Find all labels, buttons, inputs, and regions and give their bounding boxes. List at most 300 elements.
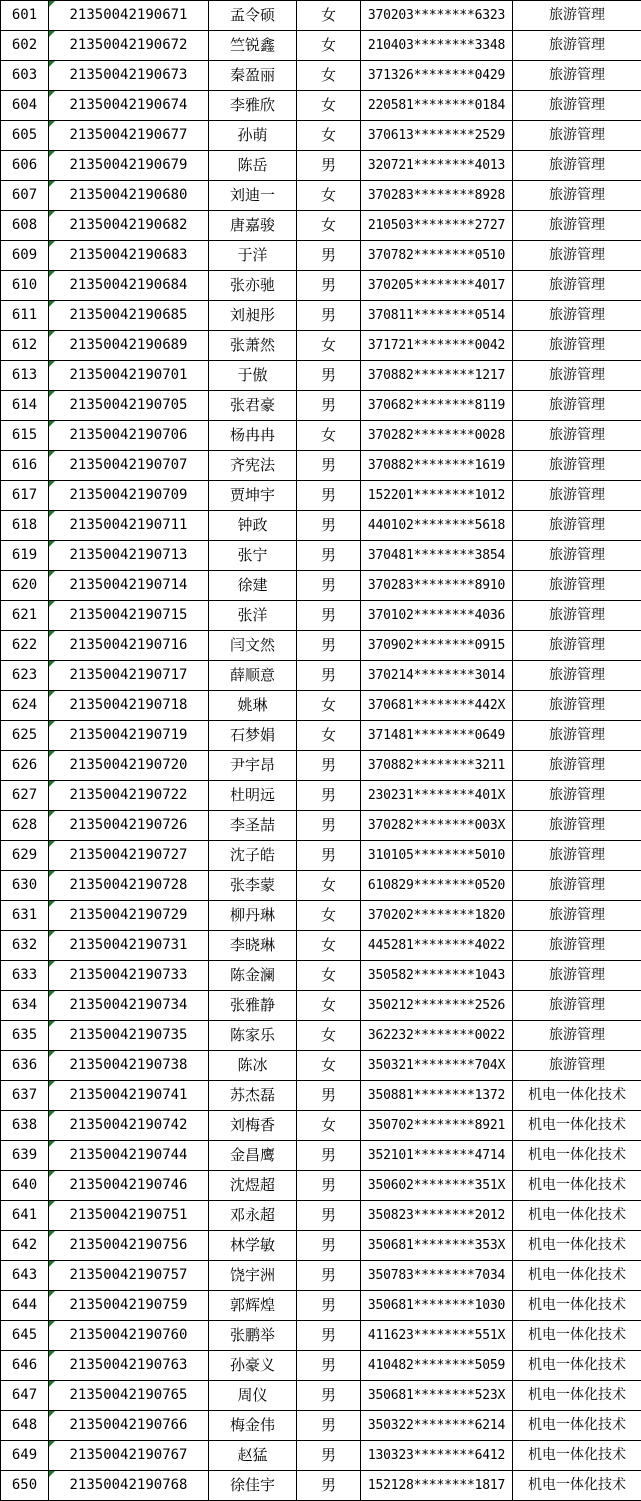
major-cell: 旅游管理 bbox=[513, 121, 641, 151]
student-name-cell: 孟令硕 bbox=[209, 1, 297, 31]
major-cell: 旅游管理 bbox=[513, 451, 641, 481]
student-id-cell: 21350042190756 bbox=[49, 1231, 209, 1261]
gender-cell: 男 bbox=[297, 1321, 361, 1351]
table-row bbox=[1, 211, 641, 241]
gender-cell: 男 bbox=[297, 631, 361, 661]
id-number-cell: 350783********7034 bbox=[361, 1261, 513, 1291]
gender-cell: 女 bbox=[297, 61, 361, 91]
table-row bbox=[1, 901, 641, 931]
id-number-cell: 350702********8921 bbox=[361, 1111, 513, 1141]
table-row bbox=[1, 691, 641, 721]
table-row bbox=[1, 1171, 641, 1201]
id-number-cell: 370202********1820 bbox=[361, 901, 513, 931]
student-name-cell: 苏杰磊 bbox=[209, 1081, 297, 1111]
id-number-cell: 370681********442X bbox=[361, 691, 513, 721]
major-cell: 旅游管理 bbox=[513, 271, 641, 301]
student-id-cell: 21350042190727 bbox=[49, 841, 209, 871]
id-number-cell: 362232********0022 bbox=[361, 1021, 513, 1051]
id-number-cell: 350823********2012 bbox=[361, 1201, 513, 1231]
major-cell: 机电一体化技术 bbox=[513, 1081, 641, 1111]
student-name-cell: 于洋 bbox=[209, 241, 297, 271]
student-name-cell: 于傲 bbox=[209, 361, 297, 391]
row-number-cell: 609 bbox=[1, 241, 49, 271]
row-number-cell: 644 bbox=[1, 1291, 49, 1321]
major-cell: 机电一体化技术 bbox=[513, 1231, 641, 1261]
gender-cell: 男 bbox=[297, 391, 361, 421]
id-number-cell: 350582********1043 bbox=[361, 961, 513, 991]
id-number-cell: 370481********3854 bbox=[361, 541, 513, 571]
table-row bbox=[1, 1111, 641, 1141]
id-number-cell: 350321********704X bbox=[361, 1051, 513, 1081]
id-number-cell: 370283********8928 bbox=[361, 181, 513, 211]
row-number-cell: 620 bbox=[1, 571, 49, 601]
student-name-cell: 李雅欣 bbox=[209, 91, 297, 121]
id-number-cell: 130323********6412 bbox=[361, 1441, 513, 1471]
row-number-cell: 615 bbox=[1, 421, 49, 451]
student-id-cell: 21350042190705 bbox=[49, 391, 209, 421]
row-number-cell: 650 bbox=[1, 1471, 49, 1501]
id-number-cell: 370214********3014 bbox=[361, 661, 513, 691]
student-name-cell: 周仪 bbox=[209, 1381, 297, 1411]
table-row bbox=[1, 1471, 641, 1501]
id-number-cell: 411623********551X bbox=[361, 1321, 513, 1351]
gender-cell: 男 bbox=[297, 751, 361, 781]
gender-cell: 女 bbox=[297, 331, 361, 361]
major-cell: 旅游管理 bbox=[513, 931, 641, 961]
table-row bbox=[1, 931, 641, 961]
row-number-cell: 636 bbox=[1, 1051, 49, 1081]
table-row bbox=[1, 1261, 641, 1291]
table-row bbox=[1, 151, 641, 181]
row-number-cell: 605 bbox=[1, 121, 49, 151]
id-number-cell: 350881********1372 bbox=[361, 1081, 513, 1111]
id-number-cell: 350602********351X bbox=[361, 1171, 513, 1201]
table-row bbox=[1, 451, 641, 481]
row-number-cell: 649 bbox=[1, 1441, 49, 1471]
row-number-cell: 635 bbox=[1, 1021, 49, 1051]
student-id-cell: 21350042190711 bbox=[49, 511, 209, 541]
table-row bbox=[1, 721, 641, 751]
student-id-cell: 21350042190722 bbox=[49, 781, 209, 811]
row-number-cell: 601 bbox=[1, 1, 49, 31]
table-row bbox=[1, 121, 641, 151]
id-number-cell: 440102********5618 bbox=[361, 511, 513, 541]
student-id-cell: 21350042190720 bbox=[49, 751, 209, 781]
row-number-cell: 619 bbox=[1, 541, 49, 571]
id-number-cell: 350681********523X bbox=[361, 1381, 513, 1411]
student-id-cell: 21350042190768 bbox=[49, 1471, 209, 1501]
table-row bbox=[1, 781, 641, 811]
student-id-cell: 21350042190718 bbox=[49, 691, 209, 721]
gender-cell: 女 bbox=[297, 1111, 361, 1141]
student-id-cell: 21350042190689 bbox=[49, 331, 209, 361]
student-id-cell: 21350042190684 bbox=[49, 271, 209, 301]
table-row bbox=[1, 961, 641, 991]
student-name-cell: 张雅静 bbox=[209, 991, 297, 1021]
major-cell: 旅游管理 bbox=[513, 601, 641, 631]
student-id-cell: 21350042190685 bbox=[49, 301, 209, 331]
table-row bbox=[1, 181, 641, 211]
major-cell: 旅游管理 bbox=[513, 1021, 641, 1051]
row-number-cell: 612 bbox=[1, 331, 49, 361]
row-number-cell: 610 bbox=[1, 271, 49, 301]
major-cell: 机电一体化技术 bbox=[513, 1471, 641, 1501]
student-id-cell: 21350042190729 bbox=[49, 901, 209, 931]
student-name-cell: 杜明远 bbox=[209, 781, 297, 811]
id-number-cell: 152201********1012 bbox=[361, 481, 513, 511]
student-name-cell: 梅金伟 bbox=[209, 1411, 297, 1441]
table-row bbox=[1, 1081, 641, 1111]
gender-cell: 女 bbox=[297, 931, 361, 961]
student-id-cell: 21350042190738 bbox=[49, 1051, 209, 1081]
table-row bbox=[1, 1, 641, 31]
major-cell: 机电一体化技术 bbox=[513, 1141, 641, 1171]
gender-cell: 男 bbox=[297, 451, 361, 481]
major-cell: 旅游管理 bbox=[513, 301, 641, 331]
student-id-cell: 21350042190731 bbox=[49, 931, 209, 961]
student-name-cell: 刘昶彤 bbox=[209, 301, 297, 331]
gender-cell: 男 bbox=[297, 1171, 361, 1201]
gender-cell: 男 bbox=[297, 541, 361, 571]
row-number-cell: 633 bbox=[1, 961, 49, 991]
major-cell: 旅游管理 bbox=[513, 901, 641, 931]
id-number-cell: 370283********8910 bbox=[361, 571, 513, 601]
student-name-cell: 唐嘉骏 bbox=[209, 211, 297, 241]
table-row bbox=[1, 421, 641, 451]
student-name-cell: 陈金澜 bbox=[209, 961, 297, 991]
major-cell: 旅游管理 bbox=[513, 511, 641, 541]
student-id-cell: 21350042190713 bbox=[49, 541, 209, 571]
row-number-cell: 608 bbox=[1, 211, 49, 241]
row-number-cell: 613 bbox=[1, 361, 49, 391]
major-cell: 旅游管理 bbox=[513, 481, 641, 511]
major-cell: 旅游管理 bbox=[513, 331, 641, 361]
student-name-cell: 赵猛 bbox=[209, 1441, 297, 1471]
student-id-cell: 21350042190734 bbox=[49, 991, 209, 1021]
id-number-cell: 370782********0510 bbox=[361, 241, 513, 271]
student-id-cell: 21350042190760 bbox=[49, 1321, 209, 1351]
id-number-cell: 310105********5010 bbox=[361, 841, 513, 871]
row-number-cell: 648 bbox=[1, 1411, 49, 1441]
id-number-cell: 220581********0184 bbox=[361, 91, 513, 121]
major-cell: 旅游管理 bbox=[513, 241, 641, 271]
row-number-cell: 603 bbox=[1, 61, 49, 91]
row-number-cell: 607 bbox=[1, 181, 49, 211]
id-number-cell: 370682********8119 bbox=[361, 391, 513, 421]
gender-cell: 男 bbox=[297, 1141, 361, 1171]
gender-cell: 女 bbox=[297, 1, 361, 31]
major-cell: 旅游管理 bbox=[513, 571, 641, 601]
gender-cell: 男 bbox=[297, 241, 361, 271]
table-row bbox=[1, 751, 641, 781]
student-id-cell: 21350042190719 bbox=[49, 721, 209, 751]
row-number-cell: 638 bbox=[1, 1111, 49, 1141]
student-name-cell: 闫文然 bbox=[209, 631, 297, 661]
table-row bbox=[1, 1321, 641, 1351]
id-number-cell: 370811********0514 bbox=[361, 301, 513, 331]
gender-cell: 女 bbox=[297, 181, 361, 211]
major-cell: 旅游管理 bbox=[513, 181, 641, 211]
major-cell: 旅游管理 bbox=[513, 991, 641, 1021]
major-cell: 旅游管理 bbox=[513, 541, 641, 571]
row-number-cell: 618 bbox=[1, 511, 49, 541]
gender-cell: 女 bbox=[297, 871, 361, 901]
student-name-cell: 尹宇昂 bbox=[209, 751, 297, 781]
id-number-cell: 370902********0915 bbox=[361, 631, 513, 661]
student-name-cell: 李晓琳 bbox=[209, 931, 297, 961]
id-number-cell: 350681********1030 bbox=[361, 1291, 513, 1321]
id-number-cell: 370205********4017 bbox=[361, 271, 513, 301]
gender-cell: 女 bbox=[297, 901, 361, 931]
student-id-cell: 21350042190717 bbox=[49, 661, 209, 691]
row-number-cell: 645 bbox=[1, 1321, 49, 1351]
table-row bbox=[1, 541, 641, 571]
row-number-cell: 604 bbox=[1, 91, 49, 121]
major-cell: 旅游管理 bbox=[513, 961, 641, 991]
major-cell: 旅游管理 bbox=[513, 31, 641, 61]
student-id-cell: 21350042190751 bbox=[49, 1201, 209, 1231]
student-id-cell: 21350042190746 bbox=[49, 1171, 209, 1201]
id-number-cell: 370203********6323 bbox=[361, 1, 513, 31]
gender-cell: 女 bbox=[297, 421, 361, 451]
table-row bbox=[1, 1141, 641, 1171]
student-name-cell: 徐建 bbox=[209, 571, 297, 601]
table-body bbox=[1, 1, 641, 1501]
student-id-cell: 21350042190715 bbox=[49, 601, 209, 631]
student-id-cell: 21350042190673 bbox=[49, 61, 209, 91]
student-name-cell: 李圣喆 bbox=[209, 811, 297, 841]
student-name-cell: 张君豪 bbox=[209, 391, 297, 421]
table-row bbox=[1, 61, 641, 91]
gender-cell: 男 bbox=[297, 661, 361, 691]
major-cell: 旅游管理 bbox=[513, 1, 641, 31]
table-row bbox=[1, 361, 641, 391]
major-cell: 旅游管理 bbox=[513, 721, 641, 751]
table-row bbox=[1, 331, 641, 361]
gender-cell: 女 bbox=[297, 121, 361, 151]
table-row bbox=[1, 1201, 641, 1231]
table-row bbox=[1, 601, 641, 631]
student-name-cell: 刘梅香 bbox=[209, 1111, 297, 1141]
row-number-cell: 639 bbox=[1, 1141, 49, 1171]
row-number-cell: 606 bbox=[1, 151, 49, 181]
id-number-cell: 350212********2526 bbox=[361, 991, 513, 1021]
student-name-cell: 张李蒙 bbox=[209, 871, 297, 901]
gender-cell: 男 bbox=[297, 781, 361, 811]
major-cell: 机电一体化技术 bbox=[513, 1261, 641, 1291]
student-name-cell: 沈子皓 bbox=[209, 841, 297, 871]
id-number-cell: 371326********0429 bbox=[361, 61, 513, 91]
row-number-cell: 611 bbox=[1, 301, 49, 331]
major-cell: 旅游管理 bbox=[513, 841, 641, 871]
student-id-cell: 21350042190672 bbox=[49, 31, 209, 61]
student-id-cell: 21350042190680 bbox=[49, 181, 209, 211]
student-id-cell: 21350042190765 bbox=[49, 1381, 209, 1411]
row-number-cell: 641 bbox=[1, 1201, 49, 1231]
student-id-cell: 21350042190763 bbox=[49, 1351, 209, 1381]
student-id-cell: 21350042190716 bbox=[49, 631, 209, 661]
major-cell: 旅游管理 bbox=[513, 421, 641, 451]
id-number-cell: 371481********0649 bbox=[361, 721, 513, 751]
table-row bbox=[1, 241, 641, 271]
row-number-cell: 621 bbox=[1, 601, 49, 631]
gender-cell: 男 bbox=[297, 481, 361, 511]
student-id-cell: 21350042190744 bbox=[49, 1141, 209, 1171]
student-id-cell: 21350042190701 bbox=[49, 361, 209, 391]
student-name-cell: 竺锐鑫 bbox=[209, 31, 297, 61]
student-id-cell: 21350042190735 bbox=[49, 1021, 209, 1051]
row-number-cell: 622 bbox=[1, 631, 49, 661]
student-name-cell: 姚琳 bbox=[209, 691, 297, 721]
major-cell: 旅游管理 bbox=[513, 661, 641, 691]
row-number-cell: 616 bbox=[1, 451, 49, 481]
major-cell: 旅游管理 bbox=[513, 751, 641, 781]
table-row bbox=[1, 1051, 641, 1081]
student-id-cell: 21350042190714 bbox=[49, 571, 209, 601]
student-id-cell: 21350042190674 bbox=[49, 91, 209, 121]
table-row bbox=[1, 1381, 641, 1411]
gender-cell: 男 bbox=[297, 1471, 361, 1501]
major-cell: 机电一体化技术 bbox=[513, 1411, 641, 1441]
row-number-cell: 640 bbox=[1, 1171, 49, 1201]
major-cell: 旅游管理 bbox=[513, 1051, 641, 1081]
gender-cell: 女 bbox=[297, 91, 361, 121]
major-cell: 旅游管理 bbox=[513, 211, 641, 241]
student-name-cell: 陈岳 bbox=[209, 151, 297, 181]
table-row bbox=[1, 511, 641, 541]
student-name-cell: 石梦娟 bbox=[209, 721, 297, 751]
table-row bbox=[1, 1441, 641, 1471]
major-cell: 旅游管理 bbox=[513, 781, 641, 811]
gender-cell: 女 bbox=[297, 721, 361, 751]
student-id-cell: 21350042190683 bbox=[49, 241, 209, 271]
id-number-cell: 352101********4714 bbox=[361, 1141, 513, 1171]
student-name-cell: 薛顺意 bbox=[209, 661, 297, 691]
table-row bbox=[1, 271, 641, 301]
id-number-cell: 210503********2727 bbox=[361, 211, 513, 241]
id-number-cell: 370282********0028 bbox=[361, 421, 513, 451]
student-name-cell: 张洋 bbox=[209, 601, 297, 631]
gender-cell: 女 bbox=[297, 31, 361, 61]
table-row bbox=[1, 301, 641, 331]
row-number-cell: 628 bbox=[1, 811, 49, 841]
gender-cell: 男 bbox=[297, 511, 361, 541]
major-cell: 机电一体化技术 bbox=[513, 1291, 641, 1321]
student-id-cell: 21350042190728 bbox=[49, 871, 209, 901]
student-name-cell: 沈煜超 bbox=[209, 1171, 297, 1201]
gender-cell: 男 bbox=[297, 841, 361, 871]
id-number-cell: 410482********5059 bbox=[361, 1351, 513, 1381]
table-row bbox=[1, 31, 641, 61]
student-name-cell: 秦盈丽 bbox=[209, 61, 297, 91]
gender-cell: 男 bbox=[297, 271, 361, 301]
student-name-cell: 张鹏举 bbox=[209, 1321, 297, 1351]
id-number-cell: 370882********1619 bbox=[361, 451, 513, 481]
student-id-cell: 21350042190707 bbox=[49, 451, 209, 481]
major-cell: 机电一体化技术 bbox=[513, 1321, 641, 1351]
student-name-cell: 陈冰 bbox=[209, 1051, 297, 1081]
row-number-cell: 627 bbox=[1, 781, 49, 811]
major-cell: 旅游管理 bbox=[513, 91, 641, 121]
student-name-cell: 柳丹琳 bbox=[209, 901, 297, 931]
id-number-cell: 210403********3348 bbox=[361, 31, 513, 61]
student-id-cell: 21350042190682 bbox=[49, 211, 209, 241]
gender-cell: 男 bbox=[297, 1291, 361, 1321]
major-cell: 旅游管理 bbox=[513, 691, 641, 721]
id-number-cell: 320721********4013 bbox=[361, 151, 513, 181]
major-cell: 旅游管理 bbox=[513, 811, 641, 841]
student-name-cell: 孙豪义 bbox=[209, 1351, 297, 1381]
gender-cell: 男 bbox=[297, 601, 361, 631]
id-number-cell: 152128********1817 bbox=[361, 1471, 513, 1501]
table-row bbox=[1, 481, 641, 511]
gender-cell: 女 bbox=[297, 1021, 361, 1051]
id-number-cell: 370282********003X bbox=[361, 811, 513, 841]
row-number-cell: 617 bbox=[1, 481, 49, 511]
gender-cell: 女 bbox=[297, 991, 361, 1021]
major-cell: 机电一体化技术 bbox=[513, 1201, 641, 1231]
row-number-cell: 626 bbox=[1, 751, 49, 781]
student-name-cell: 刘迪一 bbox=[209, 181, 297, 211]
student-name-cell: 张宁 bbox=[209, 541, 297, 571]
student-id-cell: 21350042190757 bbox=[49, 1261, 209, 1291]
gender-cell: 男 bbox=[297, 571, 361, 601]
major-cell: 机电一体化技术 bbox=[513, 1441, 641, 1471]
table-row bbox=[1, 991, 641, 1021]
student-id-cell: 21350042190706 bbox=[49, 421, 209, 451]
gender-cell: 男 bbox=[297, 1201, 361, 1231]
id-number-cell: 370882********3211 bbox=[361, 751, 513, 781]
table-row bbox=[1, 661, 641, 691]
table-row bbox=[1, 1021, 641, 1051]
row-number-cell: 624 bbox=[1, 691, 49, 721]
table-row bbox=[1, 1231, 641, 1261]
student-id-cell: 21350042190742 bbox=[49, 1111, 209, 1141]
gender-cell: 男 bbox=[297, 811, 361, 841]
student-id-cell: 21350042190671 bbox=[49, 1, 209, 31]
student-name-cell: 孙萌 bbox=[209, 121, 297, 151]
gender-cell: 男 bbox=[297, 1441, 361, 1471]
major-cell: 机电一体化技术 bbox=[513, 1111, 641, 1141]
student-name-cell: 贾坤宇 bbox=[209, 481, 297, 511]
student-name-cell: 钟政 bbox=[209, 511, 297, 541]
student-id-cell: 21350042190677 bbox=[49, 121, 209, 151]
table-row bbox=[1, 811, 641, 841]
id-number-cell: 371721********0042 bbox=[361, 331, 513, 361]
major-cell: 机电一体化技术 bbox=[513, 1171, 641, 1201]
gender-cell: 女 bbox=[297, 1051, 361, 1081]
id-number-cell: 370882********1217 bbox=[361, 361, 513, 391]
row-number-cell: 614 bbox=[1, 391, 49, 421]
major-cell: 旅游管理 bbox=[513, 361, 641, 391]
student-name-cell: 郭辉煌 bbox=[209, 1291, 297, 1321]
student-name-cell: 林学敏 bbox=[209, 1231, 297, 1261]
student-id-cell: 21350042190767 bbox=[49, 1441, 209, 1471]
gender-cell: 女 bbox=[297, 961, 361, 991]
major-cell: 机电一体化技术 bbox=[513, 1381, 641, 1411]
row-number-cell: 602 bbox=[1, 31, 49, 61]
student-id-cell: 21350042190733 bbox=[49, 961, 209, 991]
student-name-cell: 金昌鹰 bbox=[209, 1141, 297, 1171]
gender-cell: 男 bbox=[297, 1081, 361, 1111]
table-row bbox=[1, 391, 641, 421]
major-cell: 机电一体化技术 bbox=[513, 1351, 641, 1381]
gender-cell: 男 bbox=[297, 301, 361, 331]
id-number-cell: 610829********0520 bbox=[361, 871, 513, 901]
row-number-cell: 647 bbox=[1, 1381, 49, 1411]
id-number-cell: 370102********4036 bbox=[361, 601, 513, 631]
id-number-cell: 350681********353X bbox=[361, 1231, 513, 1261]
